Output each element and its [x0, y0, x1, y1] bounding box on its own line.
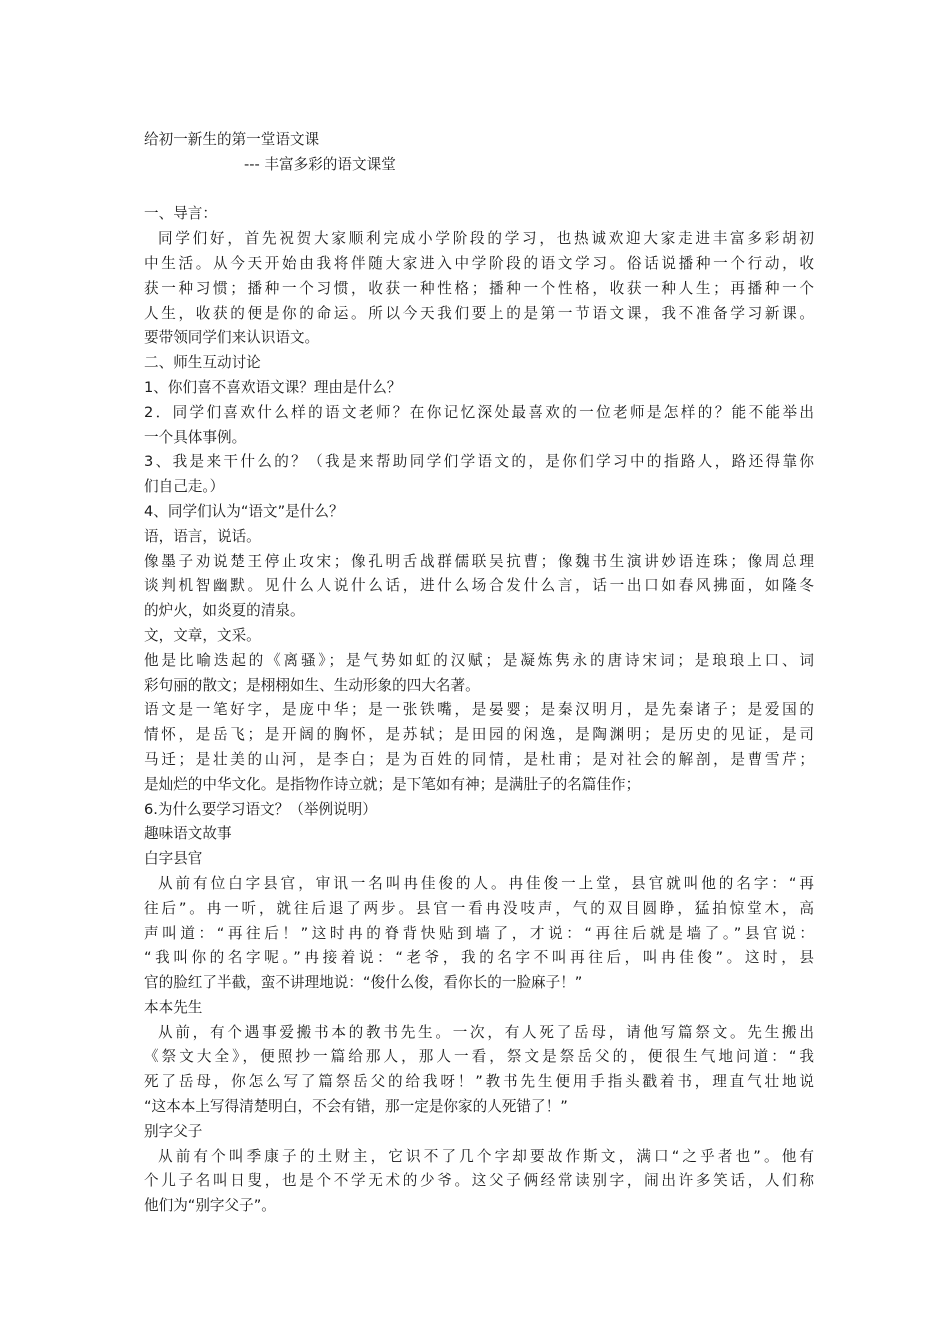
yuwen-example-line: 马迁；是壮美的山河，是李白；是为百姓的同情，是杜甫；是对社会的解剖，是曹雪芹；	[144, 750, 814, 768]
question-1: 1、你们喜不喜欢语文课？理由是什么？	[144, 378, 402, 396]
question-6: 6.为什么要学习语文？（举例说明）	[144, 800, 377, 818]
yuwen-example-line: 语文是一笔好字，是庞中华；是一张铁嘴，是晏婴；是秦汉明月，是先秦诸子；是爱国的	[144, 701, 814, 719]
page-subtitle: --- 丰富多彩的语文课堂	[244, 155, 396, 173]
story-line: 死了岳母，你怎么写了篇祭岳父的给我呀！”教书先生便用手指头戳着书，理直气壮地说	[144, 1073, 814, 1091]
story-line: 个儿子名叫日叟，也是个不学无术的少爷。这父子俩经常读别字，闹出许多笑话，人们称	[144, 1172, 814, 1190]
intro-line: 要带领同学们来认识语文。	[144, 329, 320, 347]
yu-example-line: 像墨子劝说楚王停止攻宋；像孔明舌战群儒联吴抗曹；像魏书生演讲妙语连珠；像周总理	[144, 552, 814, 570]
story-line: 往后”。冉一听，就往后退了两步。县官一看冉没吱声，气的双目圆睁，猛拍惊堂木，高	[144, 899, 814, 917]
intro-line: 人生，收获的便是你的命运。所以今天我们要上的是第一节语文课，我不准备学习新课。	[144, 304, 814, 322]
yu-definition: 语，语言，说话。	[144, 527, 261, 545]
question-2-line: 一个具体事例。	[144, 428, 247, 446]
yu-example-line: 谈判机智幽默。见什么人说什么话，进什么场合发什么言，话一出口如春风拂面，如隆冬	[144, 577, 814, 595]
wen-example-line: 彩句丽的散文；是栩栩如生、生动形象的四大名著。	[144, 676, 480, 694]
story-line: 从前有个叫季康子的土财主，它识不了几个字却要故作斯文，满口“之乎者也”。他有	[158, 1147, 814, 1165]
story-line: “这本本上写得清楚明白，不会有错，那一定是你家的人死错了！”	[144, 1098, 568, 1116]
question-3-line: 3、我是来干什么的？（我是来帮助同学们学语文的，是你们学习中的指路人，路还得靠你	[144, 453, 814, 471]
document-body	[144, 128, 814, 1219]
story-line: 《祭文大全》，便照抄一篇给那人，那人一看，祭文是祭岳父的，便很生气地问道：“我	[144, 1048, 814, 1066]
yu-example-line: 的炉火，如炎夏的清泉。	[144, 602, 305, 620]
story-line: “我叫你的名字呢。”冉接着说：“老爷，我的名字不叫再往后，叫冉佳俊”。这时，县	[144, 949, 814, 967]
story-title: 白字县官	[144, 850, 203, 868]
section-heading-discussion: 二、师生互动讨论	[144, 354, 261, 372]
question-4: 4、同学们认为“语文”是什么？	[144, 502, 344, 520]
stories-heading: 趣味语文故事	[144, 825, 232, 843]
question-2-line: 2．同学们喜欢什么样的语文老师？在你记忆深处最喜欢的一位老师是怎样的？能不能举出	[144, 403, 814, 421]
yuwen-example-line: 是灿烂的中华文化。是指物作诗立就；是下笔如有神；是满肚子的名篇佳作；	[144, 775, 641, 793]
story-line: 从前有位白字县官，审讯一名叫冉佳俊的人。冉佳俊一上堂，县官就叫他的名字：“再	[158, 874, 814, 892]
section-heading-intro: 一、导言：	[144, 205, 217, 223]
intro-line: 同学们好，首先祝贺大家顺利完成小学阶段的学习，也热诚欢迎大家走进丰富多彩胡初	[158, 230, 814, 248]
question-3-line: 们自己走。）	[144, 478, 225, 496]
wen-example-line: 他是比喻迭起的《离骚》；是气势如虹的汉赋；是凝炼隽永的唐诗宋词；是琅琅上口、词	[144, 651, 814, 669]
story-line: 声叫道：“再往后！”这时冉的脊背快贴到墙了，才说：“再往后就是墙了。”县官说：	[144, 924, 814, 942]
story-title: 本本先生	[144, 998, 203, 1016]
yuwen-example-line: 情怀，是岳飞；是开阔的胸怀，是苏轼；是田园的闲逸，是陶渊明；是历史的见证，是司	[144, 726, 814, 744]
story-title: 别字父子	[144, 1122, 203, 1140]
page-title: 给初一新生的第一堂语文课	[144, 131, 320, 148]
story-line: 从前，有个遇事爱搬书本的教书先生。一次，有人死了岳母，请他写篇祭文。先生搬出	[158, 1023, 814, 1041]
blank-line	[144, 178, 814, 203]
story-line: 官的脸红了半截，蛮不讲理地说：“俊什么俊，看你长的一脸麻子！”	[144, 974, 583, 992]
story-line: 他们为“别字父子”。	[144, 1197, 276, 1215]
wen-definition: 文，文章，文采。	[144, 626, 261, 644]
intro-line: 中生活。从今天开始由我将伴随大家进入中学阶段的语文学习。俗话说播种一个行动，收	[144, 254, 814, 272]
intro-line: 获一种习惯；播种一个习惯，收获一种性格；播种一个性格，收获一种人生；再播种一个	[144, 279, 814, 297]
